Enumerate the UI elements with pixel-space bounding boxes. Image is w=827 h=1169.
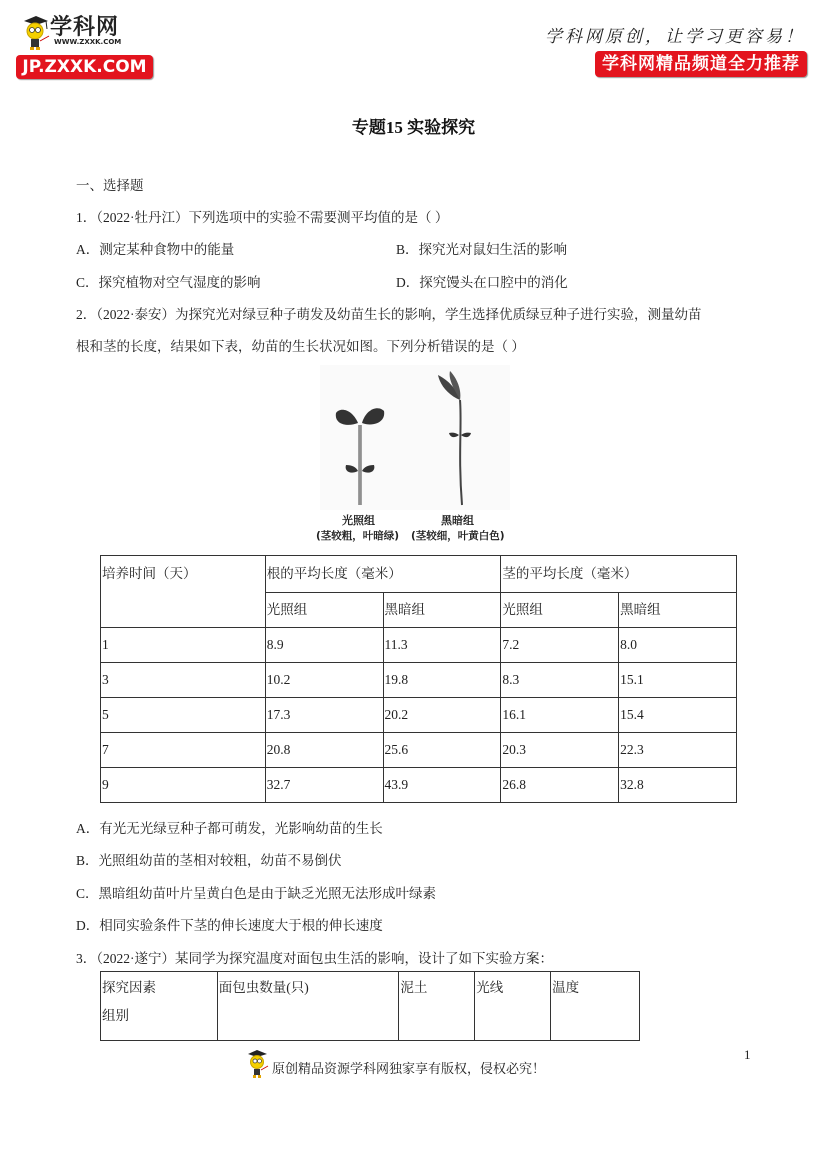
logo-url: WWW.ZXXK.COM: [54, 38, 122, 46]
cell-value: 20.8: [265, 733, 383, 768]
q2-option-b: B．光照组幼苗的茎相对较粗，幼苗不易倒伏: [76, 853, 342, 868]
logo-jp-badge[interactable]: JP.ZXXK.COM: [16, 55, 153, 79]
logo-text: 学科网: [50, 15, 120, 40]
table-row: [101, 733, 737, 768]
cell-value: 15.1: [619, 663, 737, 698]
q2-option-d: D．相同实验条件下茎的伸长速度大于根的伸长速度: [76, 918, 383, 933]
q3-stem: 3．（2022·遂宁）某同学为探究温度对面包虫生活的影响，设计了如下实验方案：: [76, 951, 553, 966]
header-factor: 探究因素: [102, 980, 156, 995]
table-header-row: [101, 972, 640, 1041]
subheader-stem-dark: 黑暗组: [619, 593, 737, 628]
cell-value: 11.3: [383, 628, 501, 663]
cell-value: 15.4: [619, 698, 737, 733]
cell-value: 8.9: [265, 628, 383, 663]
subheader-stem-light: 光照组: [501, 593, 619, 628]
header-mealworm-count: 面包虫数量(只): [217, 972, 399, 1041]
cell-value: 8.3: [501, 663, 619, 698]
cell-value: 25.6: [383, 733, 501, 768]
q1-option-c: C．探究植物对空气湿度的影响: [76, 275, 261, 290]
subheader-root-dark: 黑暗组: [383, 593, 501, 628]
header-light: 光线: [475, 972, 551, 1041]
header-temperature: 温度: [551, 972, 640, 1041]
dark-group-note: (茎较细，叶黄白色): [411, 530, 505, 542]
cell-day: 1: [101, 628, 266, 663]
copyright-notice: 原创精品资源学科网独家享有版权，侵权必究！: [272, 1061, 546, 1076]
dark-group-label: 黑暗组: [441, 514, 474, 527]
q1-stem: 1．（2022·牡丹江）下列选项中的实验不需要测平均值的是（ ）: [76, 210, 449, 225]
header-culture-time: 培养时间（天）: [101, 556, 266, 628]
q2-data-table: [100, 555, 737, 803]
cell-value: 32.8: [619, 768, 737, 803]
cell-value: 32.7: [265, 768, 383, 803]
table-row: [101, 768, 737, 803]
promo-banner[interactable]: 学科网精品频道全力推荐: [595, 51, 807, 77]
header-group: 组别: [102, 1008, 129, 1023]
cell-value: 22.3: [619, 733, 737, 768]
cell-value: 26.8: [501, 768, 619, 803]
table-row: [101, 698, 737, 733]
cell-value: 20.2: [383, 698, 501, 733]
header-soil: 泥土: [399, 972, 475, 1041]
q2-option-c: C．黑暗组幼苗叶片呈黄白色是由于缺乏光照无法形成叶绿素: [76, 886, 437, 901]
subheader-root-light: 光照组: [265, 593, 383, 628]
q1-option-a: A．测定某种食物中的能量: [76, 242, 235, 257]
q3-plan-table: [100, 971, 640, 1041]
cell-value: 16.1: [501, 698, 619, 733]
seedling-figure: [316, 365, 510, 550]
table-row: [101, 663, 737, 698]
header-stem-length: 茎的平均长度（毫米）: [501, 556, 737, 593]
light-group-note: (茎较粗，叶暗绿): [316, 530, 400, 542]
q2-option-a: A．有光无光绿豆种子都可萌发，光影响幼苗的生长: [76, 821, 383, 836]
table-row: [101, 628, 737, 663]
page-title: 专题15 实验探究: [351, 118, 476, 137]
header-root-length: 根的平均长度（毫米）: [265, 556, 501, 593]
cell-day: 9: [101, 768, 266, 803]
light-group-label: 光照组: [342, 514, 375, 527]
q1-option-b: B．探究光对鼠妇生活的影响: [396, 242, 568, 257]
slogan: 学科网原创，让学习更容易！: [545, 27, 805, 47]
cell-value: 7.2: [501, 628, 619, 663]
cell-day: 7: [101, 733, 266, 768]
q2-stem-line1: 2．（2022·泰安）为探究光对绿豆种子萌发及幼苗生长的影响，学生选择优质绿豆种子进行实验，测量幼苗: [76, 307, 702, 322]
cell-value: 8.0: [619, 628, 737, 663]
cell-value: 19.8: [383, 663, 501, 698]
section-heading: 一、选择题: [76, 178, 144, 193]
seedling-illustration-icon: [320, 365, 510, 510]
q2-stem-line2: 根和茎的长度，结果如下表，幼苗的生长状况如图。下列分析错误的是（ ）: [76, 339, 525, 354]
mascot-logo-icon: [20, 14, 50, 52]
cell-day: 3: [101, 663, 266, 698]
q1-option-d: D．探究馒头在口腔中的消化: [396, 275, 568, 290]
cell-day: 5: [101, 698, 266, 733]
cell-value: 10.2: [265, 663, 383, 698]
cell-value: 20.3: [501, 733, 619, 768]
page-number: 1: [744, 1047, 751, 1062]
header-factor-group: [101, 972, 218, 1041]
cell-value: 43.9: [383, 768, 501, 803]
cell-value: 17.3: [265, 698, 383, 733]
table-header-row: [101, 556, 737, 593]
mascot-footer-icon: [245, 1048, 269, 1080]
